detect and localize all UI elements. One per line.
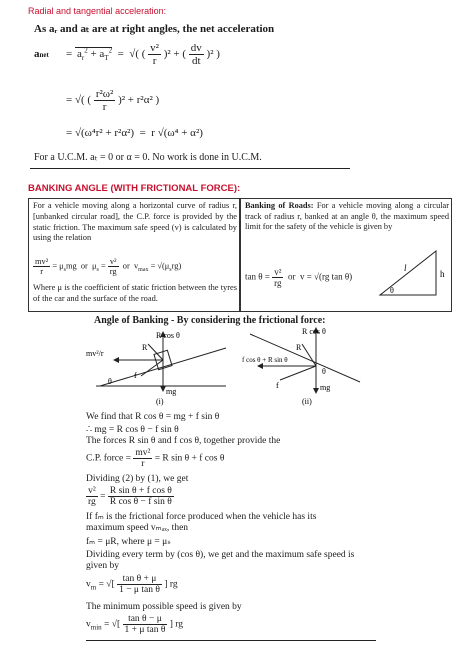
- fig1-label-rcos: R cos θ: [156, 331, 180, 340]
- figure-2: [240, 326, 370, 406]
- line-mg: ∴ mg = R cos θ − f sin θ: [86, 425, 179, 435]
- triangle-label-h: h: [440, 269, 445, 279]
- fig2-label-f: f: [276, 381, 279, 390]
- line-fm-def: If fₘ is the frictional force produced when the vehicle has its maximum speed vₘₐₓ, then: [86, 512, 317, 533]
- unbanked-text: For a vehicle moving along a horizontal curve of radius r, [unbanked circular road], the C.P. force is provided by the static friction. The maximum safe speed (v) is calculated by using the relation: [33, 201, 237, 243]
- line-min-speed: The minimum possible speed is given by: [86, 602, 242, 612]
- fig2-label-theta: θ: [322, 367, 326, 376]
- triangle-label-l: l: [404, 263, 407, 273]
- anet-label: anet: [34, 48, 49, 60]
- bottom-divider: [86, 640, 376, 641]
- fig1-label-mg: mg: [166, 387, 177, 396]
- banked-text: [245, 201, 449, 233]
- fig1-label-r: R: [142, 343, 148, 352]
- line-find: We find that R cos θ = mg + f sin θ: [86, 412, 220, 422]
- incline-triangle: [376, 245, 448, 299]
- banked-description: For a vehicle moving along a circular track of radius r, banked at an angle θ, the maximum speed limit for the safety of the vehicle is given by: [245, 201, 449, 232]
- line-dividing: Dividing (2) by (1), we get: [86, 474, 189, 484]
- fig2-label-mg: mg: [320, 383, 331, 392]
- fig1-label-f: f: [134, 371, 137, 380]
- banked-title: Banking of Roads:: [245, 201, 314, 210]
- line-vmax: $v_m$ = √[ $\frac{\text{tan θ + μ}}{\text{1 − μ tan θ}}$ ] rg: [86, 574, 178, 595]
- unbanked-road-box: [28, 198, 240, 312]
- fig2-label-r: R: [296, 343, 302, 352]
- intro-line: As aᵣ and aₜ are at right angles, the net acceleration: [34, 23, 275, 35]
- equation-line-2: = √( ( $\frac{\text{r²ω²}}{r}$ )² + r²α² ): [66, 88, 160, 113]
- angle-banking-title: Angle of Banking - By considering the frictional force:: [94, 315, 326, 326]
- line-fm: fₘ = μR, where μ = μₛ: [86, 537, 171, 547]
- ucm-note: For a U.C.M. aₜ = 0 or α = 0. No work is done in U.C.M.: [34, 152, 262, 163]
- equation-line-3: = √(ω⁴r² + r²α²) = r √(ω⁴ + α²): [66, 127, 203, 139]
- line-vmin: $v_{min}$ = √[ $\frac{\text{tan θ − μ}}{\text{1 + μ tan θ}}$ ] rg: [86, 614, 184, 635]
- fig1-label-mv2r: mv²/r: [86, 349, 104, 358]
- line-ratio: $\frac{\text{v²}}{rg}$ = $\frac{\text{R sin θ + f cos θ}}{\text{R cos θ − f sin θ}}$: [88, 486, 172, 507]
- fig2-label-rcos: R cos θ: [302, 327, 326, 336]
- fig2-caption: (ii): [302, 397, 312, 406]
- fig1-label-theta: θ: [108, 377, 112, 386]
- line-forces: The forces R sin θ and f cos θ, together provide the: [86, 436, 281, 446]
- line-dividing-cos: Dividing every term by (cos θ), we get and the maximum safe speed is given by: [86, 550, 355, 571]
- equation-line-1: = $a_r^2 + a_T^2$ = √( ( $\frac{\text{v²}}{r}$ )² + ( $\frac{dv}{dt}$ )² ): [66, 42, 220, 67]
- banked-equation: tan θ = $\frac{\text{v²}}{rg}$ or v = √(rg tan θ): [245, 267, 353, 288]
- fig2-label-fcos: f cos θ + R sin θ: [242, 356, 288, 364]
- section-heading-radial: Radial and tangential acceleration:: [28, 6, 167, 16]
- triangle-label-theta: θ: [390, 286, 394, 295]
- unbanked-equation: $\frac{\text{mv²}}{r}$ = $\mu_smg$ or $\mu_s$ = $\frac{\text{v²}}{rg}$ or $v_{max} = √(\mu_srg)$: [35, 257, 182, 276]
- banked-road-box: [240, 198, 452, 312]
- unbanked-note: Where μ is the coefficient of static friction between the tyres of the car and the surface of the road.: [33, 283, 237, 303]
- figure-1: [86, 328, 236, 406]
- fig1-caption: (i): [156, 397, 164, 406]
- section-heading-banking: BANKING ANGLE (WITH FRICTIONAL FORCE):: [28, 183, 241, 194]
- line-cp-force: C.P. force = $\frac{\text{mv²}}{r}$ = R sin θ + f cos θ: [86, 448, 225, 469]
- divider: [30, 168, 350, 169]
